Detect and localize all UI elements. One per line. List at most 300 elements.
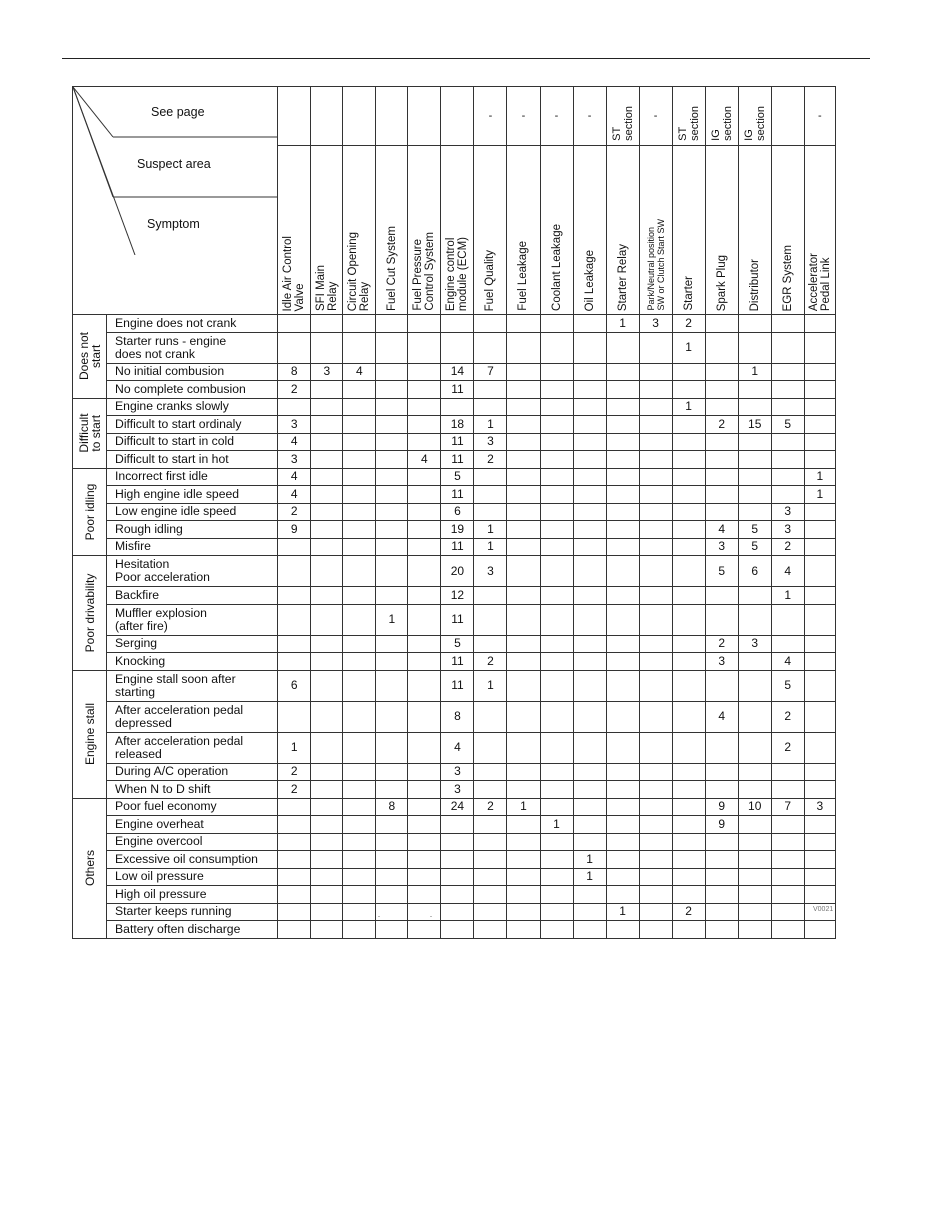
suspect-area-label: Circuit Opening Relay	[347, 231, 372, 311]
see-page-value: -	[587, 110, 592, 122]
priority-cell: 1	[540, 816, 573, 834]
priority-cell	[376, 653, 408, 671]
table-row	[73, 903, 836, 921]
table-row	[73, 851, 836, 869]
priority-cell: 1	[738, 363, 771, 381]
priority-cell	[474, 886, 507, 904]
priority-cell	[474, 763, 507, 781]
see-page-cell	[705, 87, 738, 146]
priority-cell	[540, 903, 573, 921]
priority-cell	[705, 587, 738, 605]
priority-cell	[343, 468, 376, 486]
priority-cell: 2	[705, 635, 738, 653]
symptom-suspect-table	[72, 86, 836, 939]
priority-cell	[606, 701, 639, 732]
priority-cell: 1	[804, 486, 835, 504]
priority-cell: 3	[705, 653, 738, 671]
priority-cell: 10	[738, 798, 771, 816]
priority-cell	[376, 921, 408, 939]
priority-cell	[672, 653, 705, 671]
priority-cell	[408, 363, 441, 381]
see-page-cell	[672, 87, 705, 146]
priority-cell	[639, 381, 672, 399]
priority-cell	[311, 398, 343, 416]
priority-cell	[507, 816, 540, 834]
priority-cell	[408, 332, 441, 363]
priority-cell	[606, 381, 639, 399]
priority-cell	[311, 416, 343, 434]
priority-cell	[804, 416, 835, 434]
priority-cell	[376, 381, 408, 399]
symptom-cell: Starter runs - engine does not crank	[107, 332, 278, 363]
symptom-group	[73, 670, 107, 798]
priority-cell	[606, 763, 639, 781]
priority-cell	[540, 468, 573, 486]
symptom-group-label: Difficult to start	[76, 413, 103, 453]
suspect-area-label: Coolant Leakage	[550, 224, 563, 311]
priority-cell	[507, 416, 540, 434]
priority-cell	[606, 781, 639, 799]
priority-cell	[573, 416, 606, 434]
table-row	[73, 587, 836, 605]
suspect-area-header	[540, 146, 573, 315]
priority-cell	[278, 398, 311, 416]
priority-cell	[441, 833, 474, 851]
suspect-area-label: EGR System	[781, 244, 794, 311]
priority-cell	[705, 732, 738, 763]
priority-cell: 1	[804, 468, 835, 486]
priority-cell	[606, 556, 639, 587]
priority-cell	[311, 732, 343, 763]
priority-cell	[672, 604, 705, 635]
table-row	[73, 763, 836, 781]
priority-cell	[606, 521, 639, 539]
priority-cell	[771, 451, 804, 469]
priority-cell	[705, 868, 738, 886]
priority-cell	[738, 315, 771, 333]
priority-cell	[573, 363, 606, 381]
priority-cell	[804, 381, 835, 399]
priority-cell	[639, 763, 672, 781]
priority-cell	[771, 468, 804, 486]
priority-cell	[540, 332, 573, 363]
priority-cell: 4	[408, 451, 441, 469]
suspect-area-label: Park/Neutral position SW or Clutch Start SW	[645, 219, 666, 311]
priority-cell: 5	[771, 416, 804, 434]
priority-cell: 1	[672, 332, 705, 363]
suspect-area-header	[474, 146, 507, 315]
symptom-group-label: Others	[82, 849, 97, 887]
see-page-cell	[540, 87, 573, 146]
priority-cell	[573, 521, 606, 539]
priority-cell	[606, 732, 639, 763]
priority-cell	[408, 315, 441, 333]
priority-cell	[606, 416, 639, 434]
priority-cell	[639, 903, 672, 921]
priority-cell	[738, 851, 771, 869]
priority-cell	[408, 604, 441, 635]
priority-cell	[278, 556, 311, 587]
priority-cell	[278, 604, 311, 635]
priority-cell	[639, 816, 672, 834]
see-page-cell	[278, 87, 311, 146]
priority-cell: 2	[278, 763, 311, 781]
priority-cell	[343, 851, 376, 869]
symptom-label: Symptom	[147, 217, 200, 231]
priority-cell	[573, 332, 606, 363]
priority-cell	[343, 635, 376, 653]
priority-cell	[738, 781, 771, 799]
priority-cell	[639, 521, 672, 539]
table-row	[73, 886, 836, 904]
priority-cell	[540, 433, 573, 451]
symptom-group	[73, 398, 107, 468]
priority-cell	[639, 363, 672, 381]
priority-cell	[474, 921, 507, 939]
priority-cell	[343, 604, 376, 635]
suspect-area-header	[705, 146, 738, 315]
table-row	[73, 670, 836, 701]
table-row	[73, 635, 836, 653]
priority-cell	[573, 763, 606, 781]
priority-cell	[705, 503, 738, 521]
priority-cell	[639, 433, 672, 451]
priority-cell	[639, 921, 672, 939]
priority-cell	[738, 398, 771, 416]
see-page-cell	[738, 87, 771, 146]
priority-cell	[639, 468, 672, 486]
priority-cell	[507, 468, 540, 486]
table-row	[73, 433, 836, 451]
symptom-cell: Battery often discharge	[107, 921, 278, 939]
priority-cell	[738, 868, 771, 886]
priority-cell	[804, 921, 835, 939]
table-row	[73, 521, 836, 539]
priority-cell	[705, 903, 738, 921]
priority-cell: 3	[474, 433, 507, 451]
see-page-cell	[408, 87, 441, 146]
priority-cell	[672, 363, 705, 381]
priority-cell	[507, 521, 540, 539]
priority-cell	[311, 538, 343, 556]
priority-cell	[540, 851, 573, 869]
priority-cell: 1	[573, 851, 606, 869]
symptom-cell: Serging	[107, 635, 278, 653]
priority-cell	[376, 587, 408, 605]
priority-cell	[771, 398, 804, 416]
priority-cell	[771, 886, 804, 904]
priority-cell	[343, 315, 376, 333]
priority-cell	[311, 781, 343, 799]
priority-cell: 5	[441, 468, 474, 486]
priority-cell	[771, 921, 804, 939]
priority-cell	[343, 451, 376, 469]
priority-cell: 3	[771, 503, 804, 521]
priority-cell	[507, 433, 540, 451]
priority-cell	[639, 503, 672, 521]
priority-cell	[705, 398, 738, 416]
symptom-cell: Poor fuel economy	[107, 798, 278, 816]
priority-cell	[771, 604, 804, 635]
symptom-cell: When N to D shift	[107, 781, 278, 799]
table-row	[73, 468, 836, 486]
suspect-area-header	[408, 146, 441, 315]
priority-cell	[311, 433, 343, 451]
priority-cell	[376, 332, 408, 363]
suspect-area-label: Accelerator Pedal Link	[807, 252, 832, 311]
priority-cell	[441, 315, 474, 333]
priority-cell	[474, 587, 507, 605]
priority-cell	[507, 332, 540, 363]
priority-cell	[311, 903, 343, 921]
priority-cell	[540, 503, 573, 521]
priority-cell	[311, 851, 343, 869]
priority-cell	[507, 886, 540, 904]
priority-cell	[672, 556, 705, 587]
see-page-cell	[343, 87, 376, 146]
suspect-area-header	[278, 146, 311, 315]
symptom-cell: High oil pressure	[107, 886, 278, 904]
priority-cell	[311, 556, 343, 587]
priority-cell	[507, 604, 540, 635]
priority-cell	[343, 538, 376, 556]
priority-cell	[639, 587, 672, 605]
priority-cell	[639, 538, 672, 556]
priority-cell: 3	[804, 798, 835, 816]
priority-cell	[606, 798, 639, 816]
priority-cell	[573, 381, 606, 399]
priority-cell	[474, 868, 507, 886]
priority-cell	[408, 701, 441, 732]
priority-cell	[474, 398, 507, 416]
priority-cell	[672, 451, 705, 469]
priority-cell	[804, 538, 835, 556]
priority-cell	[311, 833, 343, 851]
priority-cell	[606, 653, 639, 671]
priority-cell	[441, 398, 474, 416]
priority-cell	[804, 763, 835, 781]
priority-cell	[376, 635, 408, 653]
priority-cell	[278, 921, 311, 939]
priority-cell	[771, 816, 804, 834]
priority-cell	[474, 635, 507, 653]
priority-cell	[408, 903, 441, 921]
priority-cell	[311, 653, 343, 671]
see-page-value: -	[521, 110, 526, 122]
priority-cell	[408, 798, 441, 816]
priority-cell	[278, 798, 311, 816]
priority-cell: 4	[278, 433, 311, 451]
priority-cell	[804, 451, 835, 469]
table-row	[73, 381, 836, 399]
table-row	[73, 701, 836, 732]
priority-cell	[343, 433, 376, 451]
priority-cell	[804, 701, 835, 732]
priority-cell	[278, 653, 311, 671]
priority-cell	[573, 503, 606, 521]
priority-cell	[606, 851, 639, 869]
priority-cell	[771, 486, 804, 504]
priority-cell	[672, 921, 705, 939]
priority-cell	[441, 903, 474, 921]
priority-cell	[343, 833, 376, 851]
priority-cell	[606, 587, 639, 605]
priority-cell	[804, 521, 835, 539]
priority-cell	[738, 921, 771, 939]
see-page-value: -	[818, 110, 822, 122]
priority-cell	[606, 433, 639, 451]
priority-cell	[804, 363, 835, 381]
priority-cell	[705, 451, 738, 469]
priority-cell	[408, 670, 441, 701]
priority-cell	[343, 903, 376, 921]
priority-cell	[639, 653, 672, 671]
priority-cell	[738, 381, 771, 399]
priority-cell	[507, 503, 540, 521]
priority-cell: 4	[705, 701, 738, 732]
priority-cell	[343, 416, 376, 434]
priority-cell: 3	[441, 781, 474, 799]
priority-cell: 4	[705, 521, 738, 539]
symptom-cell: Engine cranks slowly	[107, 398, 278, 416]
priority-cell	[540, 653, 573, 671]
priority-cell	[540, 451, 573, 469]
priority-cell	[573, 798, 606, 816]
priority-cell: 8	[278, 363, 311, 381]
priority-cell	[311, 486, 343, 504]
priority-cell	[771, 381, 804, 399]
see-page-cell	[639, 87, 672, 146]
priority-cell	[343, 816, 376, 834]
see-page-cell	[376, 87, 408, 146]
priority-cell	[376, 416, 408, 434]
priority-cell	[408, 433, 441, 451]
see-page-cell	[804, 87, 835, 146]
priority-cell: 5	[738, 538, 771, 556]
priority-cell	[311, 670, 343, 701]
priority-cell	[408, 886, 441, 904]
priority-cell	[606, 886, 639, 904]
priority-cell	[507, 868, 540, 886]
table-row	[73, 486, 836, 504]
see-page-label: See page	[151, 105, 205, 119]
priority-cell	[804, 398, 835, 416]
priority-cell	[278, 332, 311, 363]
priority-cell: 15	[738, 416, 771, 434]
priority-cell	[705, 921, 738, 939]
priority-cell	[804, 781, 835, 799]
priority-cell	[771, 635, 804, 653]
priority-cell: 1	[376, 604, 408, 635]
priority-cell	[311, 587, 343, 605]
priority-cell	[540, 416, 573, 434]
priority-cell	[606, 468, 639, 486]
priority-cell	[738, 503, 771, 521]
priority-cell	[672, 781, 705, 799]
symptom-cell: During A/C operation	[107, 763, 278, 781]
suspect-area-header	[507, 146, 540, 315]
suspect-area-header	[606, 146, 639, 315]
priority-cell: 9	[278, 521, 311, 539]
table-row	[73, 451, 836, 469]
priority-cell	[573, 587, 606, 605]
priority-cell	[771, 851, 804, 869]
priority-cell	[441, 851, 474, 869]
priority-cell	[672, 833, 705, 851]
priority-cell	[507, 486, 540, 504]
priority-cell	[376, 670, 408, 701]
priority-cell	[672, 816, 705, 834]
symptom-group-label: Does not start	[76, 332, 103, 381]
priority-cell	[804, 556, 835, 587]
priority-cell: 2	[278, 503, 311, 521]
priority-cell	[573, 538, 606, 556]
priority-cell	[474, 332, 507, 363]
priority-cell	[606, 538, 639, 556]
priority-cell	[441, 868, 474, 886]
priority-cell	[606, 486, 639, 504]
priority-cell	[343, 701, 376, 732]
priority-cell	[408, 587, 441, 605]
priority-cell	[705, 833, 738, 851]
priority-cell	[408, 381, 441, 399]
priority-cell	[408, 486, 441, 504]
priority-cell	[343, 781, 376, 799]
priority-cell	[343, 381, 376, 399]
priority-cell	[738, 486, 771, 504]
table-row	[73, 921, 836, 939]
priority-cell	[540, 635, 573, 653]
priority-cell: 11	[441, 433, 474, 451]
priority-cell	[343, 332, 376, 363]
priority-cell	[376, 556, 408, 587]
priority-cell	[804, 851, 835, 869]
priority-cell	[311, 921, 343, 939]
priority-cell	[606, 363, 639, 381]
suspect-area-label: SFI Main Relay	[314, 264, 339, 311]
priority-cell	[441, 816, 474, 834]
priority-cell	[540, 732, 573, 763]
see-page-cell	[311, 87, 343, 146]
symptom-cell: Engine overcool	[107, 833, 278, 851]
priority-cell	[573, 816, 606, 834]
priority-cell	[540, 521, 573, 539]
priority-cell	[573, 486, 606, 504]
priority-cell	[507, 653, 540, 671]
priority-cell	[705, 363, 738, 381]
priority-cell	[278, 833, 311, 851]
priority-cell: 2	[771, 732, 804, 763]
priority-cell	[474, 781, 507, 799]
priority-cell	[278, 903, 311, 921]
priority-cell	[540, 538, 573, 556]
priority-cell: 2	[672, 903, 705, 921]
suspect-area-label: Distributor	[748, 258, 761, 311]
priority-cell	[343, 886, 376, 904]
table-row	[73, 798, 836, 816]
priority-cell: 3	[278, 451, 311, 469]
priority-cell	[705, 468, 738, 486]
priority-cell	[376, 503, 408, 521]
priority-cell	[408, 521, 441, 539]
priority-cell: 2	[672, 315, 705, 333]
priority-cell: 5	[705, 556, 738, 587]
table-row	[73, 538, 836, 556]
symptom-group-label: Engine stall	[82, 702, 97, 766]
symptom-cell: Hesitation Poor acceleration	[107, 556, 278, 587]
suspect-area-label: Spark Plug	[715, 254, 728, 311]
priority-cell	[573, 653, 606, 671]
